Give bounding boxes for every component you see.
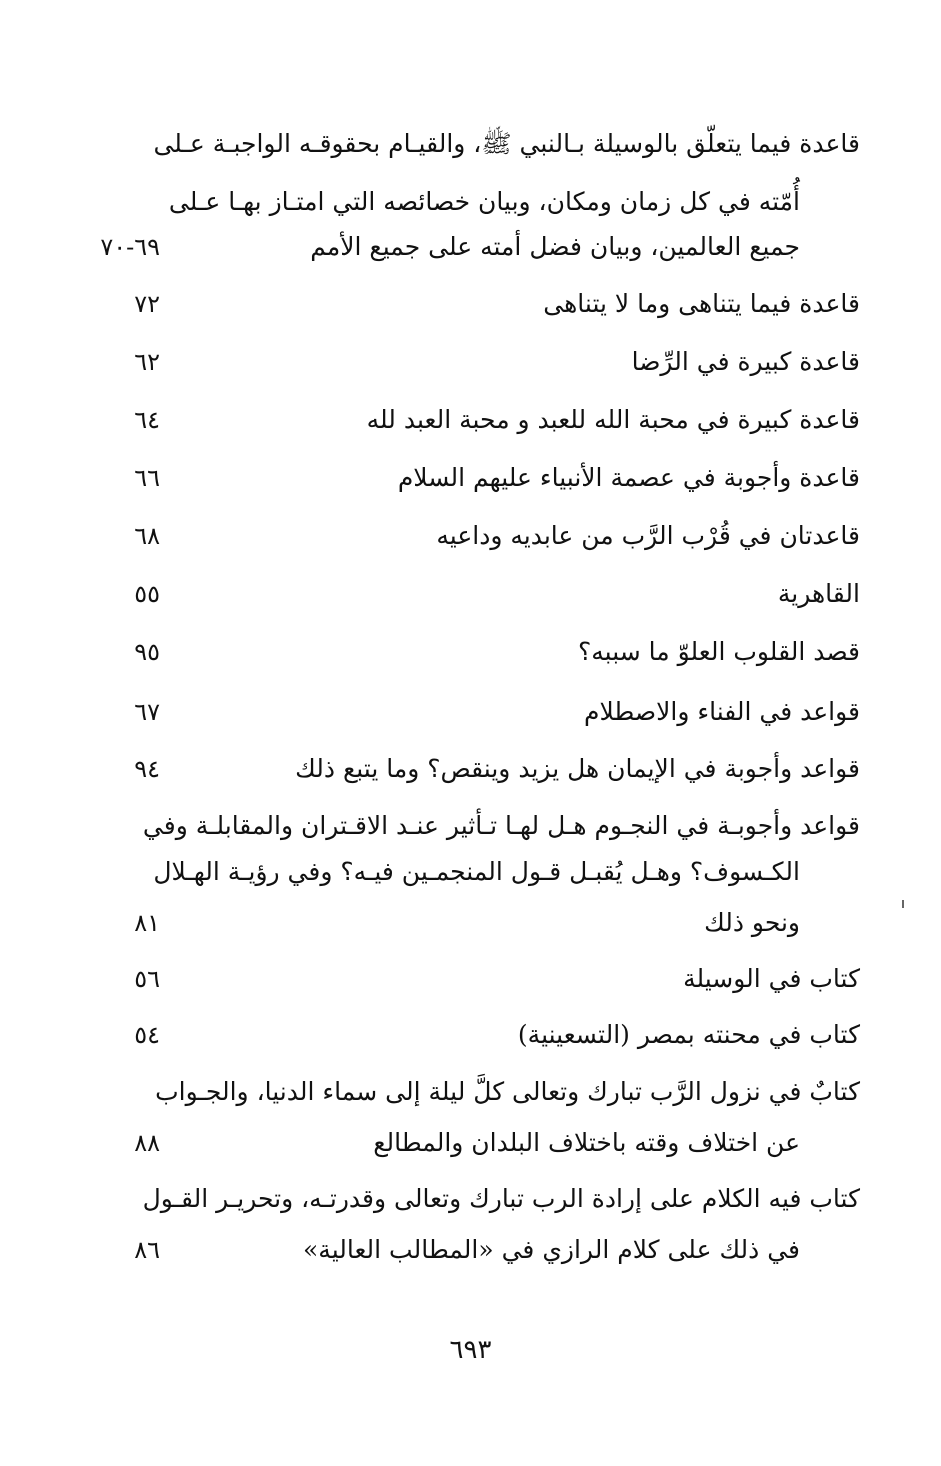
entry-page-number: ٨١ <box>134 909 160 937</box>
index-entry <box>60 449 860 507</box>
index-entry <box>60 950 860 1008</box>
entry-line: كتابٌ في نزول الرَّب تبارك وتعالى كلَّ ليلة إلى سماء الدنيا، والجـواب <box>155 1077 860 1106</box>
index-entry-nujum-end <box>60 894 860 952</box>
entry-page-number: ٨٦ <box>134 1236 160 1264</box>
index-entry <box>60 683 860 741</box>
entry-line: قصد القلوب العلوّ ما سببه؟ <box>577 637 860 666</box>
entry-page-number: ٩٤ <box>134 755 160 783</box>
entry-line: قاعدة وأجوبة في عصمة الأنبياء عليهم السلام <box>397 463 860 492</box>
entry-page-number: ٥٥ <box>134 580 160 608</box>
entry-page-number: ٦٢ <box>134 348 160 376</box>
index-entry <box>60 333 860 391</box>
page-number: ٦٩٣ <box>449 1335 492 1365</box>
entry-page-number: ٦٨ <box>134 522 160 550</box>
entry-line: جميع العالمين، وبيان فضل أمته على جميع الأمم <box>310 232 800 261</box>
entry-line: قاعدة كبيرة في محبة الله للعبد و محبة العبد لله <box>366 405 860 434</box>
index-entry <box>60 391 860 449</box>
entry-page-number: ٦٦ <box>134 464 160 492</box>
entry-line: كتاب في الوسيلة <box>683 964 860 993</box>
entry-line: عن اختلاف وقته باختلاف البلدان والمطالع <box>373 1128 800 1157</box>
entry-page-number: ٨٨ <box>134 1129 160 1157</box>
index-entry-nuzul-end <box>60 1114 860 1172</box>
index-entry <box>60 740 860 798</box>
index-entry <box>60 275 860 333</box>
entry-page-number: ٦٤ <box>134 406 160 434</box>
entry-line: ونحو ذلك <box>704 908 800 937</box>
index-entry-wasila-qaida <box>60 115 860 173</box>
entry-line: قواعد في الفناء والاصطلام <box>583 697 860 726</box>
index-entry-wasila-qaida-end <box>60 218 860 276</box>
entry-page-number: ٦٧ <box>134 698 160 726</box>
entry-line: قاعدة فيما يتعلّق بالوسيلة بـالنبي ﷺ، والقيـام بحقوقـه الواجبـة عـلى <box>153 129 860 158</box>
margin-mark <box>902 900 904 908</box>
entry-line: كتاب فيه الكلام على إرادة الرب تبارك وتعالى وقدرتـه، وتحريـر القـول <box>142 1184 860 1213</box>
index-entry <box>60 1006 860 1064</box>
index-entry-irada <box>60 1170 860 1228</box>
entry-line: قواعد وأجوبـة في النجـوم هـل لهـا تـأثير عنـد الاقـتران والمقابلـة وفي <box>142 811 860 840</box>
entry-line: قاعدتان في قُرْب الرَّب من عابديه وداعيه <box>436 521 860 550</box>
entry-page-number: ٧٢ <box>134 290 160 318</box>
index-entry-irada-end <box>60 1221 860 1279</box>
entry-line: القاهرية <box>777 579 860 608</box>
entry-line: قاعدة كبيرة في الرِّضا <box>631 347 860 376</box>
index-entry-nujum-cont <box>60 843 860 901</box>
entry-page-number: ٦٩-٧٠ <box>100 233 160 261</box>
entry-page-number: ٥٤ <box>134 1021 160 1049</box>
entry-line: قواعد وأجوبة في الإيمان هل يزيد وينقص؟ وما يتبع ذلك <box>295 754 860 783</box>
entry-line: قاعدة فيما يتناهى وما لا يتناهى <box>543 289 860 318</box>
entry-line: الكـسوف؟ وهـل يُقبـل قـول المنجمـين فيـه؟ وفي رؤيـة الهـلال <box>153 857 800 886</box>
entry-page-number: ٥٦ <box>134 965 160 993</box>
entry-line: كتاب في محنته بمصر (التسعينية) <box>517 1020 860 1049</box>
index-entry <box>60 565 860 623</box>
entry-page-number: ٩٥ <box>134 638 160 666</box>
index-entry <box>60 623 860 681</box>
index-entry <box>60 507 860 565</box>
entry-line: في ذلك على كلام الرازي في «المطالب العالية» <box>303 1235 800 1264</box>
entry-line: أُمّته في كل زمان ومكان، وبيان خصائصه التي امتـاز بهـا عـلى <box>168 187 800 216</box>
index-entry-nuzul <box>60 1063 860 1121</box>
